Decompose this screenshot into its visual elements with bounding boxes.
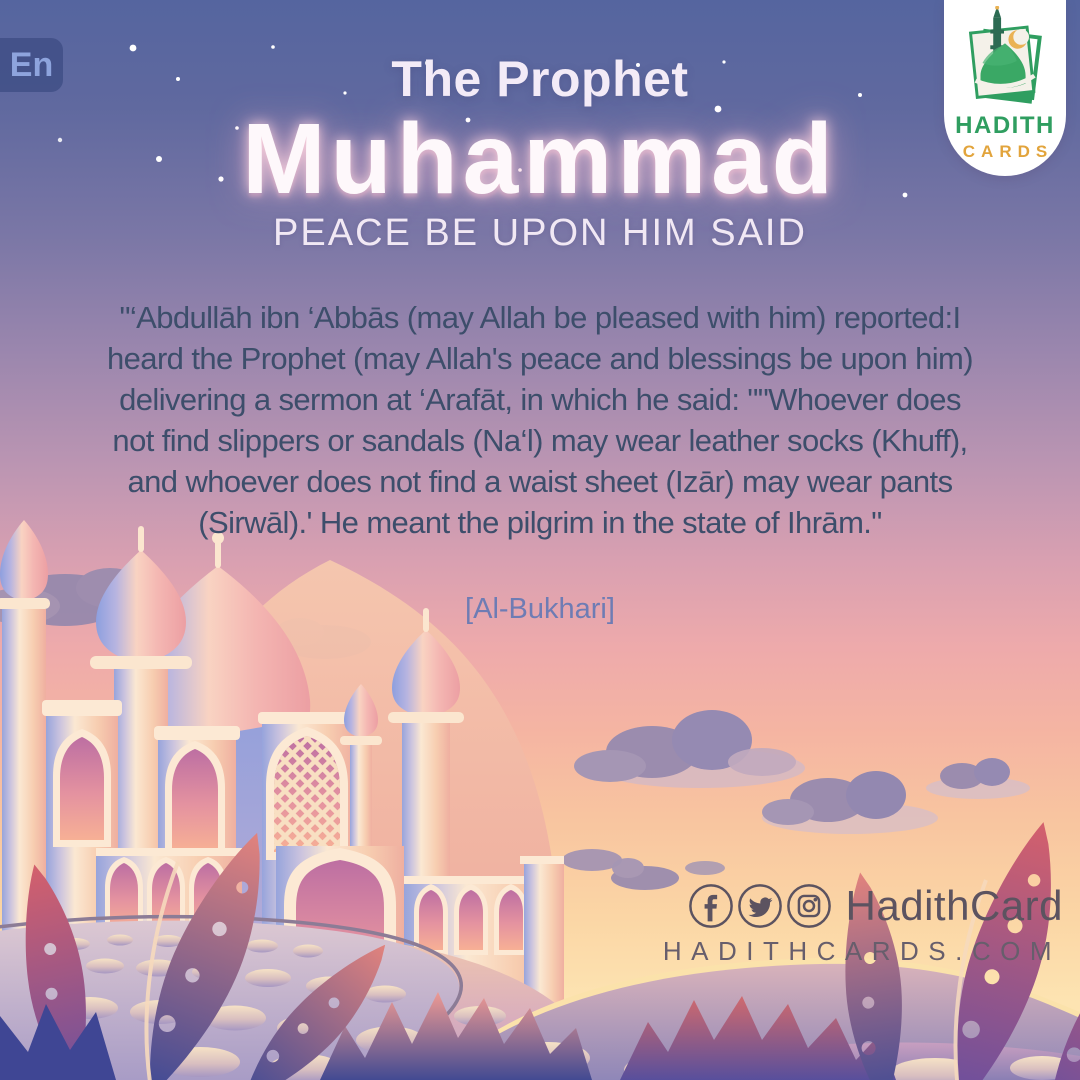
quote-source: [Al-Bukhari] (465, 593, 615, 625)
hadith-quote (30, 297, 1050, 543)
instagram-icon[interactable] (786, 883, 832, 929)
quote-line: heard the Prophet (may Allah's peace and blessings be upon him) (107, 341, 973, 376)
hadith-cards-logo (944, 0, 1066, 176)
quote-line: "‘Abdullāh ibn ‘Abbās (may Allah be pleased with him) reported:I (119, 300, 961, 335)
stars (58, 45, 908, 198)
mosque-card-logo-icon (956, 6, 1054, 114)
twitter-icon[interactable] (737, 883, 783, 929)
language-badge-label: En (9, 45, 54, 84)
header-subtitle: PEACE BE UPON HIM SAID (273, 212, 807, 254)
quote-line: and whoever does not find a waist sheet (Izār) may wear pants (127, 464, 953, 499)
footer-website: HADITHCARDS.COM (662, 936, 1061, 966)
footer (663, 882, 1063, 967)
logo-text-hadith: HADITH (955, 112, 1055, 139)
footer-brand: HadithCard (845, 882, 1063, 929)
quote-line: delivering a sermon at ‘Arafāt, in which he said: ""Whoever does (119, 382, 961, 417)
footer-social-row (685, 882, 1063, 930)
logo-text-cards: CARDS (962, 142, 1054, 161)
facebook-icon[interactable] (688, 883, 734, 929)
quote-line: (Sirwāl).' He meant the pilgrim in the state of Ihrām." (198, 505, 882, 540)
page-title: Muhammad (242, 103, 838, 215)
language-badge[interactable] (0, 38, 63, 92)
header-supertitle: The Prophet (391, 51, 689, 107)
quote-line: not find slippers or sandals (Na‘l) may wear leather socks (Khuff), (112, 423, 968, 458)
